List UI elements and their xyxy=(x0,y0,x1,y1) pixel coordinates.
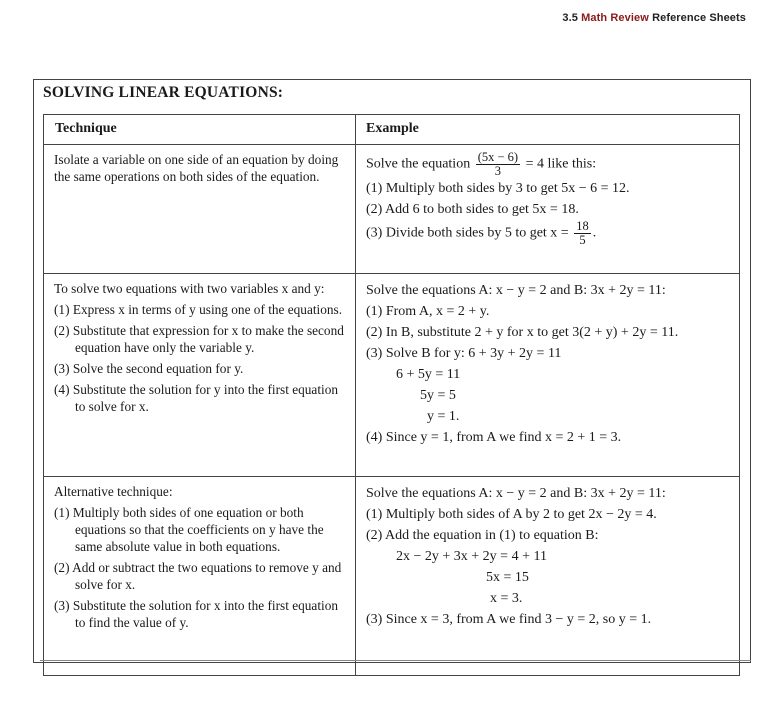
technique-step: (2) Add or subtract the two equations to remove y and solve for x. xyxy=(54,560,342,592)
technique-cell xyxy=(44,477,356,676)
example-cell xyxy=(356,274,740,477)
section-topic: Math Review xyxy=(581,12,649,24)
column-header-technique: Technique xyxy=(44,115,356,145)
example-cell xyxy=(356,477,740,676)
column-header-example: Example xyxy=(356,115,740,145)
technique-step: (4) Substitute the solution for y into the first equation to solve for x. xyxy=(54,382,339,414)
technique-step: (3) Solve the second equation for y. xyxy=(54,361,244,376)
technique-text: Isolate a variable on one side of an equation by doing the same operations on both sides of the equation. xyxy=(54,152,339,184)
example-line: Solve the equations A: x − y = 2 and B: 3x + 2y = 11: xyxy=(366,486,666,501)
example-line: 5y = 5 xyxy=(420,388,456,403)
example-line: y = 1. xyxy=(427,409,460,424)
technique-cell xyxy=(44,274,356,477)
technique-intro: Alternative technique: xyxy=(54,484,173,499)
table-row xyxy=(44,145,740,274)
example-line: (4) Since y = 1, from A we find x = 2 + 1 = 3. xyxy=(366,430,622,445)
example-line: x = 3. xyxy=(490,591,523,606)
section-suffix: Reference Sheets xyxy=(652,12,746,24)
example-step: (1) Multiply both sides by 3 to get 5x − 6 = 12. xyxy=(366,181,630,196)
intro-text: Solve the equation xyxy=(366,156,471,172)
example-line: (1) Multiply both sides of A by 2 to get 2x − 2y = 4. xyxy=(366,507,657,522)
section-number: 3.5 xyxy=(562,12,579,24)
example-line: 6 + 5y = 11 xyxy=(396,367,461,382)
technique-step: (1) Express x in terms of y using one of the equations. xyxy=(54,302,343,317)
fraction-denominator: 5 xyxy=(579,233,586,247)
step-text-end: . xyxy=(592,225,597,241)
example-step xyxy=(366,220,733,247)
example-line: (3) Solve B for y: 6 + 3y + 2y = 11 xyxy=(366,346,562,361)
example-intro xyxy=(366,151,733,178)
fraction xyxy=(476,151,520,178)
intro-text-end: = 4 like this: xyxy=(525,156,597,172)
technique-step: (3) Substitute the solution for x into the first equation to find the value of y. xyxy=(54,598,339,630)
table-header-row xyxy=(44,115,740,145)
technique-cell xyxy=(44,145,356,274)
example-line: (2) In B, substitute 2 + y for x to get 3(2 + y) + 2y = 11. xyxy=(366,325,679,340)
table-row xyxy=(44,274,740,477)
example-line: (3) Since x = 3, from A we find 3 − y = 2, so y = 1. xyxy=(366,612,652,627)
example-line: 2x − 2y + 3x + 2y = 4 + 11 xyxy=(396,549,547,564)
fraction-numerator: (5x − 6) xyxy=(477,150,519,164)
fraction xyxy=(574,220,591,247)
fraction-denominator: 3 xyxy=(494,164,502,178)
fraction-numerator: 18 xyxy=(576,219,589,233)
example-line: (1) From A, x = 2 + y. xyxy=(366,304,490,319)
example-cell xyxy=(356,145,740,274)
reference-box xyxy=(33,79,751,663)
step-text: (3) Divide both sides by 5 to get x = xyxy=(366,225,569,241)
example-line: (2) Add the equation in (1) to equation B: xyxy=(366,528,599,543)
example-step: (2) Add 6 to both sides to get 5x = 18. xyxy=(366,202,579,217)
techniques-table xyxy=(43,114,740,676)
table-row xyxy=(44,477,740,676)
running-head xyxy=(562,12,746,24)
example-line: 5x = 15 xyxy=(486,570,529,585)
box-title: SOLVING LINEAR EQUATIONS: xyxy=(43,84,284,101)
technique-step: (2) Substitute that expression for x to make the second equation have only the variable y. xyxy=(54,323,344,355)
page-bottom-rule xyxy=(40,660,751,661)
example-line: Solve the equations A: x − y = 2 and B: 3x + 2y = 11: xyxy=(366,283,666,298)
technique-step: (1) Multiply both sides of one equation or both equations so that the coefficients on y have the same absolute value in both equations. xyxy=(54,505,324,554)
technique-intro: To solve two equations with two variables x and y: xyxy=(54,281,325,296)
